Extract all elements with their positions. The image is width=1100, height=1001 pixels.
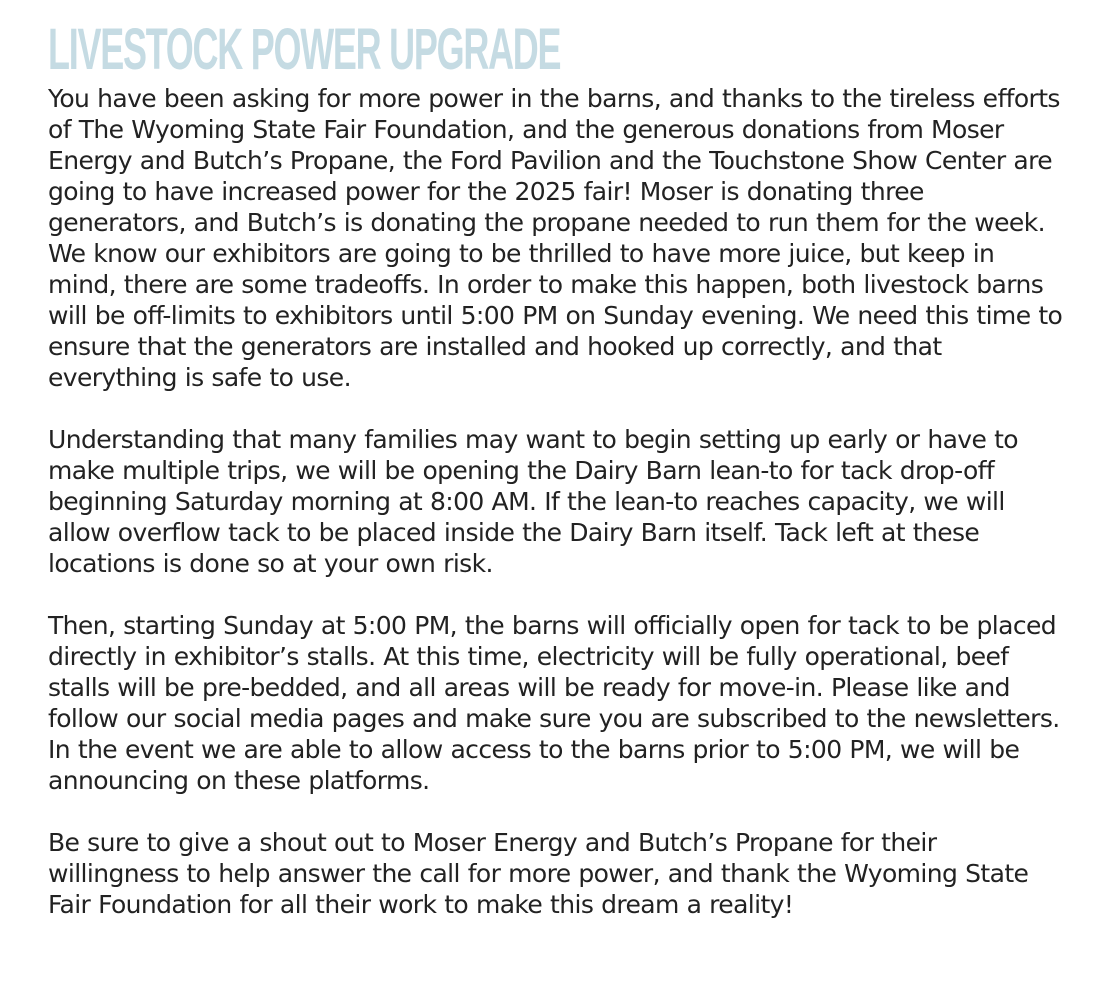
article-title: LIVESTOCK POWER UPGRADE	[48, 17, 561, 82]
paragraph-barn-opening: Then, starting Sunday at 5:00 PM, the barns will officially open for tack to be placed directly in exhibitor’s stalls. At this time, electricity will be fully operational, beef stalls will be pre-bedded, and all areas will be ready for move-in. Please like and follow our social media pages and make sure you are subscribed to the newsletters. In the event we are able to allow access to the barns prior to 5:00 PM, we will be announcing on these platforms.	[48, 611, 1060, 795]
paragraph-power-upgrade: You have been asking for more power in the barns, and thanks to the tireless efforts of The Wyoming State Fair Foundation, and the generous donations from Moser Energy and Butch’s Propane, the Ford Pavilion and the Touchstone Show Center are going to have increased power for the 2025 fair! Moser is donating three generators, and Butch’s is donating the propane needed to run them for the week. We know our exhibitors are going to be thrilled to have more juice, but keep in mind, there are some tradeoffs. In order to make this happen, both livestock barns will be off-limits to exhibitors until 5:00 PM on Sunday evening. We need this time to ensure that the generators are installed and hooked up correctly, and that everything is safe to use.	[48, 84, 1063, 392]
paragraph-tack-drop-off: Understanding that many families may want to begin setting up early or have to make multiple trips, we will be opening the Dairy Barn lean-to for tack drop-off beginning Saturday morning at 8:00 AM. If the lean-to reaches capacity, we will allow overflow tack to be placed inside the Dairy Barn itself. Tack left at these locations is done so at your own risk.	[48, 425, 1019, 578]
article	[48, 18, 1068, 920]
paragraph-thank-you: Be sure to give a shout out to Moser Energy and Butch’s Propane for their willingness to help answer the call for more power, and thank the Wyoming State Fair Foundation for all their work to make this dream a reality!	[48, 828, 1029, 919]
